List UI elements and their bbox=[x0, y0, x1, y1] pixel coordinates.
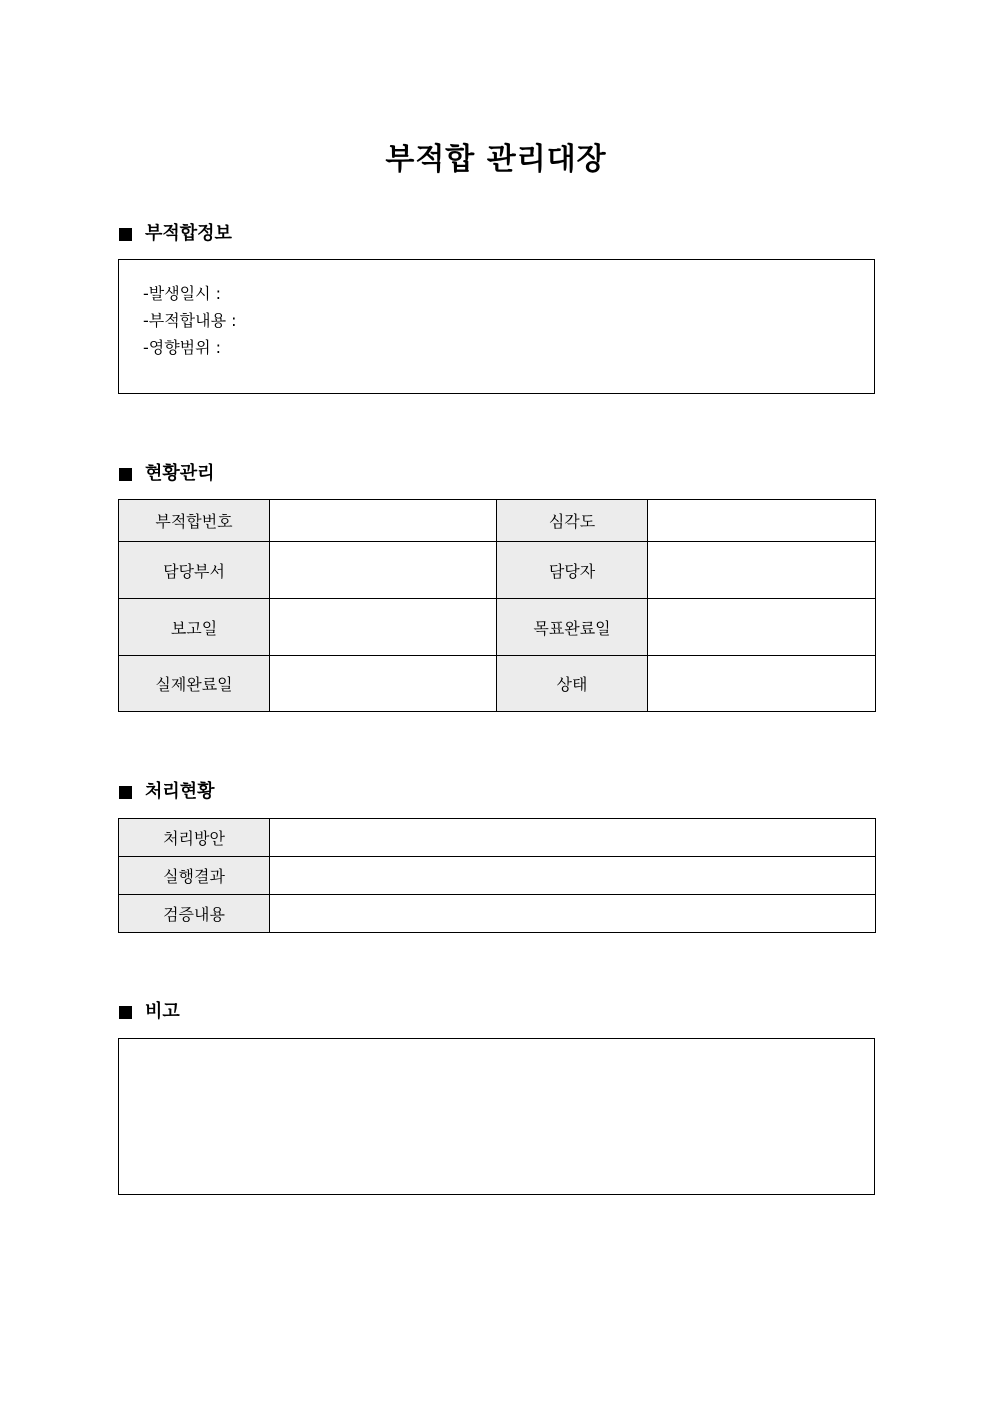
value-cell[interactable] bbox=[648, 542, 876, 599]
label-cell: 처리방안 bbox=[119, 819, 270, 857]
label-cell: 심각도 bbox=[497, 500, 648, 542]
document-title: 부적합 관리대장 bbox=[385, 142, 607, 177]
value-cell[interactable] bbox=[648, 656, 876, 712]
label-cell: 부적합번호 bbox=[119, 500, 270, 542]
label-cell: 목표완료일 bbox=[497, 599, 648, 656]
info-box[interactable] bbox=[118, 259, 875, 394]
label-cell: 실행결과 bbox=[119, 857, 270, 895]
section-heading-info bbox=[119, 222, 232, 246]
section-heading-label: 처리현황 bbox=[145, 781, 215, 802]
section-heading-label: 비고 bbox=[145, 1001, 180, 1022]
table-row bbox=[119, 599, 876, 656]
status-table bbox=[118, 499, 876, 712]
square-bullet-icon bbox=[119, 786, 132, 799]
table-row bbox=[119, 857, 876, 895]
table-row bbox=[119, 542, 876, 599]
value-cell[interactable] bbox=[270, 895, 876, 933]
section-heading-label: 현황관리 bbox=[145, 463, 215, 484]
remarks-box[interactable] bbox=[118, 1038, 875, 1195]
table-row bbox=[119, 500, 876, 542]
process-table bbox=[118, 818, 876, 933]
label-cell: 검증내용 bbox=[119, 895, 270, 933]
square-bullet-icon bbox=[119, 228, 132, 241]
value-cell[interactable] bbox=[648, 599, 876, 656]
section-heading-remarks bbox=[119, 1000, 180, 1024]
table-row bbox=[119, 819, 876, 857]
value-cell[interactable] bbox=[270, 542, 497, 599]
info-lines bbox=[143, 280, 237, 361]
label-cell: 보고일 bbox=[119, 599, 270, 656]
table-row bbox=[119, 656, 876, 712]
value-cell[interactable] bbox=[270, 819, 876, 857]
label-cell: 담당부서 bbox=[119, 542, 270, 599]
label-cell: 실제완료일 bbox=[119, 656, 270, 712]
section-heading-label: 부적합정보 bbox=[145, 223, 232, 244]
label-cell: 상태 bbox=[497, 656, 648, 712]
info-line-content: -부적합내용 : bbox=[143, 311, 237, 330]
value-cell[interactable] bbox=[270, 599, 497, 656]
table-row bbox=[119, 895, 876, 933]
value-cell[interactable] bbox=[270, 500, 497, 542]
value-cell[interactable] bbox=[270, 857, 876, 895]
section-heading-process bbox=[119, 780, 215, 804]
value-cell[interactable] bbox=[648, 500, 876, 542]
square-bullet-icon bbox=[119, 468, 132, 481]
section-heading-status bbox=[119, 462, 215, 486]
info-line-impact-scope: -영향범위 : bbox=[143, 338, 222, 357]
info-line-occurrence-date: -발생일시 : bbox=[143, 284, 222, 303]
label-cell: 담당자 bbox=[497, 542, 648, 599]
square-bullet-icon bbox=[119, 1006, 132, 1019]
value-cell[interactable] bbox=[270, 656, 497, 712]
